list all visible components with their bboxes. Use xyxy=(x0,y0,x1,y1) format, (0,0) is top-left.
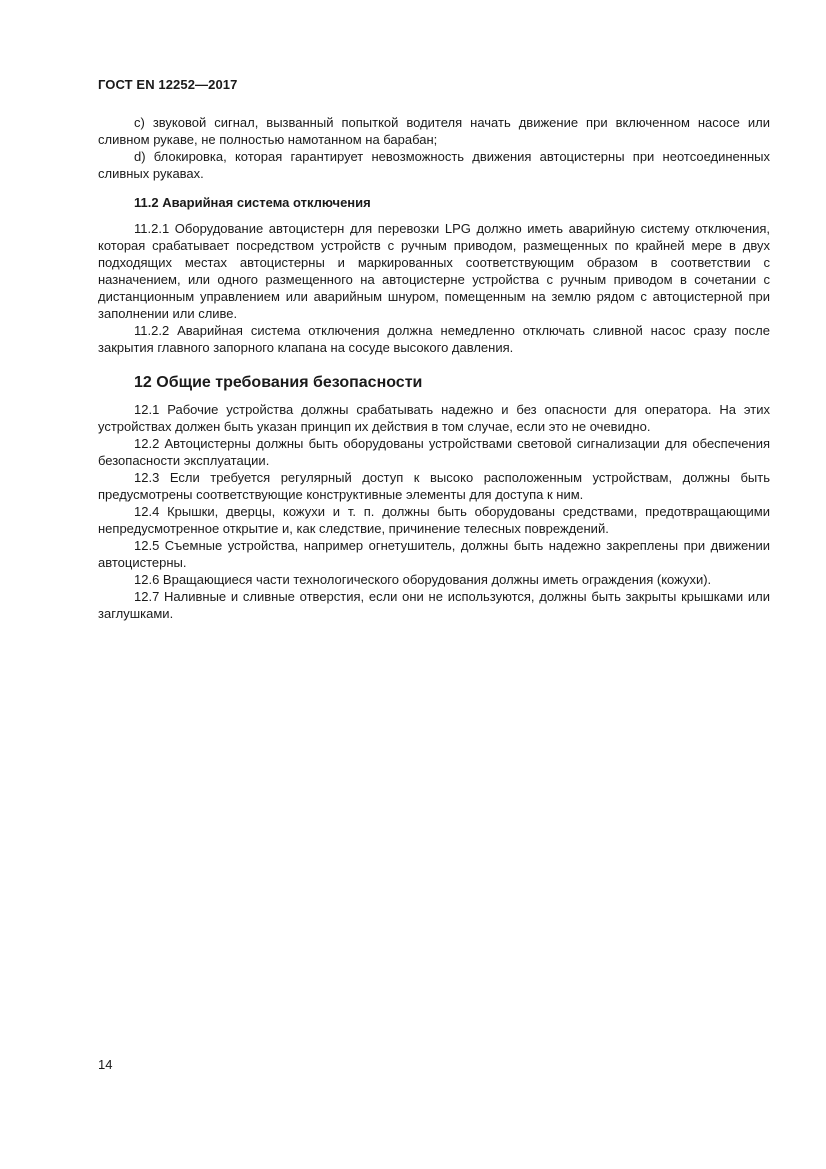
paragraph-12-7: 12.7 Наливные и сливные отверстия, если они не используются, должны быть закрыты крышками или заглушками. xyxy=(98,589,770,621)
document-code-header: ГОСТ EN 12252—2017 xyxy=(98,77,238,92)
section-12-title: 12 Общие требования безопасности xyxy=(134,374,423,391)
paragraph-11-2-2: 11.2.2 Аварийная система отключения должна немедленно отключать сливной насос сразу после закрытия главного запорного клапана на сосуде высокого давления. xyxy=(98,323,770,355)
paragraph-12-1: 12.1 Рабочие устройства должны срабатывать надежно и без опасности для оператора. На этих устройствах должен быть указан принцип их действия в том случае, если это не очевидно. xyxy=(98,402,770,434)
page-content xyxy=(98,114,770,622)
list-item: d) блокировка, которая гарантирует невозможность движения автоцистерны при неотсоединенных сливных рукавах. xyxy=(98,149,770,181)
paragraph-12-6: 12.6 Вращающиеся части технологического оборудования должны иметь ограждения (кожухи). xyxy=(134,572,712,587)
list-item: с) звуковой сигнал, вызванный попыткой водителя начать движение при включенном насосе или сливном рукаве, не полностью намотанном на барабан; xyxy=(98,115,770,147)
section-11-2-title: 11.2 Аварийная система отключения xyxy=(134,195,371,210)
paragraph-12-2: 12.2 Автоцистерны должны быть оборудованы устройствами световой сигнализации для обеспечения безопасности эксплуатации. xyxy=(98,436,770,468)
paragraph-11-2-1: 11.2.1 Оборудование автоцистерн для перевозки LPG должно иметь аварийную систему отключения, которая срабатывает посредством устройств с ручным приводом, размещенных по крайней мере в двух подходящих местах автоцистерны и маркированных соответствующим образом в соответствии с назначением, или одного размещенного на автоцистерне устройства с ручным приводом в сочетании с дистанционным управлением или аварийным шнуром, помещенным на землю рядом с автоцистерной при заполнении или сливе. xyxy=(98,221,770,321)
paragraph-12-4: 12.4 Крышки, дверцы, кожухи и т. п. должны быть оборудованы средствами, предотвращающими непредусмотренное открытие и, как следствие, причинение телесных повреждений. xyxy=(98,504,770,536)
paragraph-12-3: 12.3 Если требуется регулярный доступ к высоко расположенным устройствам, должны быть предусмотрены соответствующие конструктивные элементы для доступа к ним. xyxy=(98,470,770,502)
paragraph-12-5: 12.5 Съемные устройства, например огнетушитель, должны быть надежно закреплены при движении автоцистерны. xyxy=(98,538,770,570)
page-number: 14 xyxy=(98,1057,113,1072)
